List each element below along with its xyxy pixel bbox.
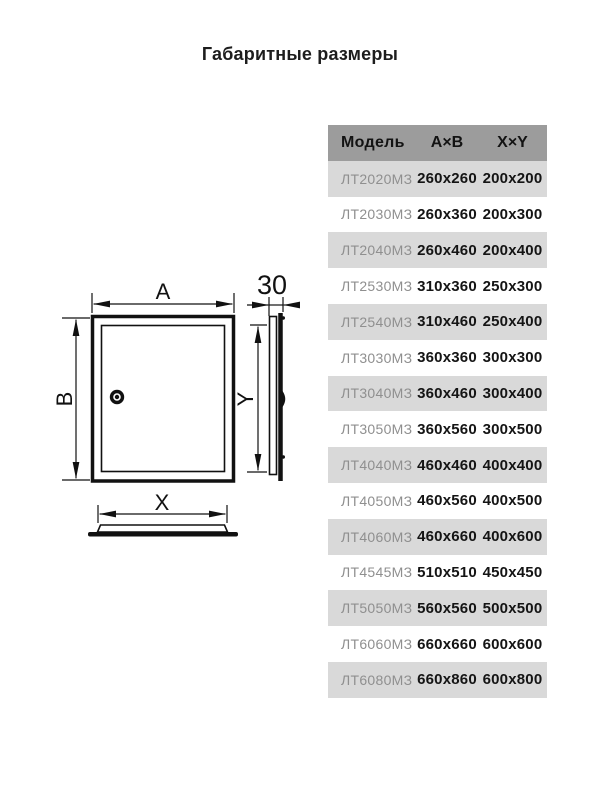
column-header-xy: X×Y <box>497 133 528 151</box>
page-title: Габаритные размеры <box>201 44 399 64</box>
table-row <box>328 411 547 447</box>
xy-cell: 200x200 <box>482 170 543 188</box>
lock-knob-icon <box>110 390 124 404</box>
ab-cell: 460x460 <box>417 456 477 474</box>
xy-cell: 400x500 <box>482 492 543 510</box>
model-cell: ЛТ2020МЗ <box>341 170 413 187</box>
ab-cell: 360x460 <box>417 384 477 402</box>
ab-cell: 310x460 <box>417 313 477 331</box>
column-header-model: Модель <box>341 133 405 151</box>
table-row <box>328 590 547 626</box>
knob-side-bump <box>283 391 286 407</box>
table-row <box>328 340 547 376</box>
size-table <box>328 125 547 698</box>
ab-cell: 360x360 <box>417 349 477 367</box>
label-A: A <box>155 279 171 304</box>
table-row <box>328 555 547 591</box>
xy-cell: 500x500 <box>482 599 543 617</box>
ab-cell: 510x510 <box>417 563 477 581</box>
model-cell: ЛТ4040МЗ <box>341 457 413 474</box>
table-row <box>328 304 547 340</box>
model-cell: ЛТ3040МЗ <box>341 385 413 402</box>
label-B: B <box>52 391 77 407</box>
table-row <box>328 662 547 698</box>
ab-cell: 260x460 <box>417 241 477 259</box>
model-cell: ЛТ2540МЗ <box>341 313 413 330</box>
model-cell: ЛТ3030МЗ <box>341 349 413 366</box>
ab-cell: 310x360 <box>417 277 477 295</box>
ab-cell: 660x860 <box>417 671 477 689</box>
model-cell: ЛТ2040МЗ <box>341 242 413 259</box>
ab-cell: 560x560 <box>417 599 477 617</box>
label-X: X <box>154 490 170 515</box>
xy-cell: 250x400 <box>482 313 543 331</box>
xy-cell: 250x300 <box>482 277 543 295</box>
label-Y: Y <box>233 391 258 407</box>
bottom-view <box>88 525 238 537</box>
xy-cell: 300x500 <box>482 420 543 438</box>
model-cell: ЛТ4545МЗ <box>341 564 413 581</box>
table-row <box>328 447 547 483</box>
model-cell: ЛТ2030МЗ <box>341 206 413 223</box>
dimension-drawing <box>35 258 315 553</box>
ab-cell: 660x660 <box>417 635 477 653</box>
label-30: 30 <box>256 270 288 300</box>
table-row <box>328 268 547 304</box>
xy-cell: 400x400 <box>482 456 543 474</box>
xy-cell: 450x450 <box>482 563 543 581</box>
xy-cell: 200x300 <box>482 205 543 223</box>
model-cell: ЛТ3050МЗ <box>341 421 413 438</box>
xy-cell: 300x400 <box>482 384 543 402</box>
model-cell: ЛТ4060МЗ <box>341 528 413 545</box>
column-header-ab: А×В <box>430 133 464 151</box>
table-row <box>328 161 547 197</box>
xy-cell: 300x300 <box>482 349 543 367</box>
side-view <box>270 313 286 481</box>
model-cell: ЛТ6060МЗ <box>341 636 413 653</box>
table-header-row <box>328 125 547 161</box>
table-row <box>328 376 547 412</box>
model-cell: ЛТ5050МЗ <box>341 600 413 617</box>
model-cell: ЛТ4050МЗ <box>341 492 413 509</box>
table-row <box>328 519 547 555</box>
xy-cell: 400x600 <box>482 528 543 546</box>
table-row <box>328 626 547 662</box>
size-table-body <box>328 161 547 698</box>
ab-cell: 260x260 <box>417 170 477 188</box>
ab-cell: 360x560 <box>417 420 477 438</box>
xy-cell: 200x400 <box>482 241 543 259</box>
model-cell: ЛТ2530МЗ <box>341 278 413 295</box>
xy-cell: 600x600 <box>482 635 543 653</box>
front-view <box>93 317 234 482</box>
table-row <box>328 232 547 268</box>
table-row <box>328 483 547 519</box>
ab-cell: 460x560 <box>417 492 477 510</box>
ab-cell: 260x360 <box>417 205 477 223</box>
xy-cell: 600x800 <box>482 671 543 689</box>
table-row <box>328 197 547 233</box>
model-cell: ЛТ6080МЗ <box>341 671 413 688</box>
ab-cell: 460x660 <box>417 528 477 546</box>
